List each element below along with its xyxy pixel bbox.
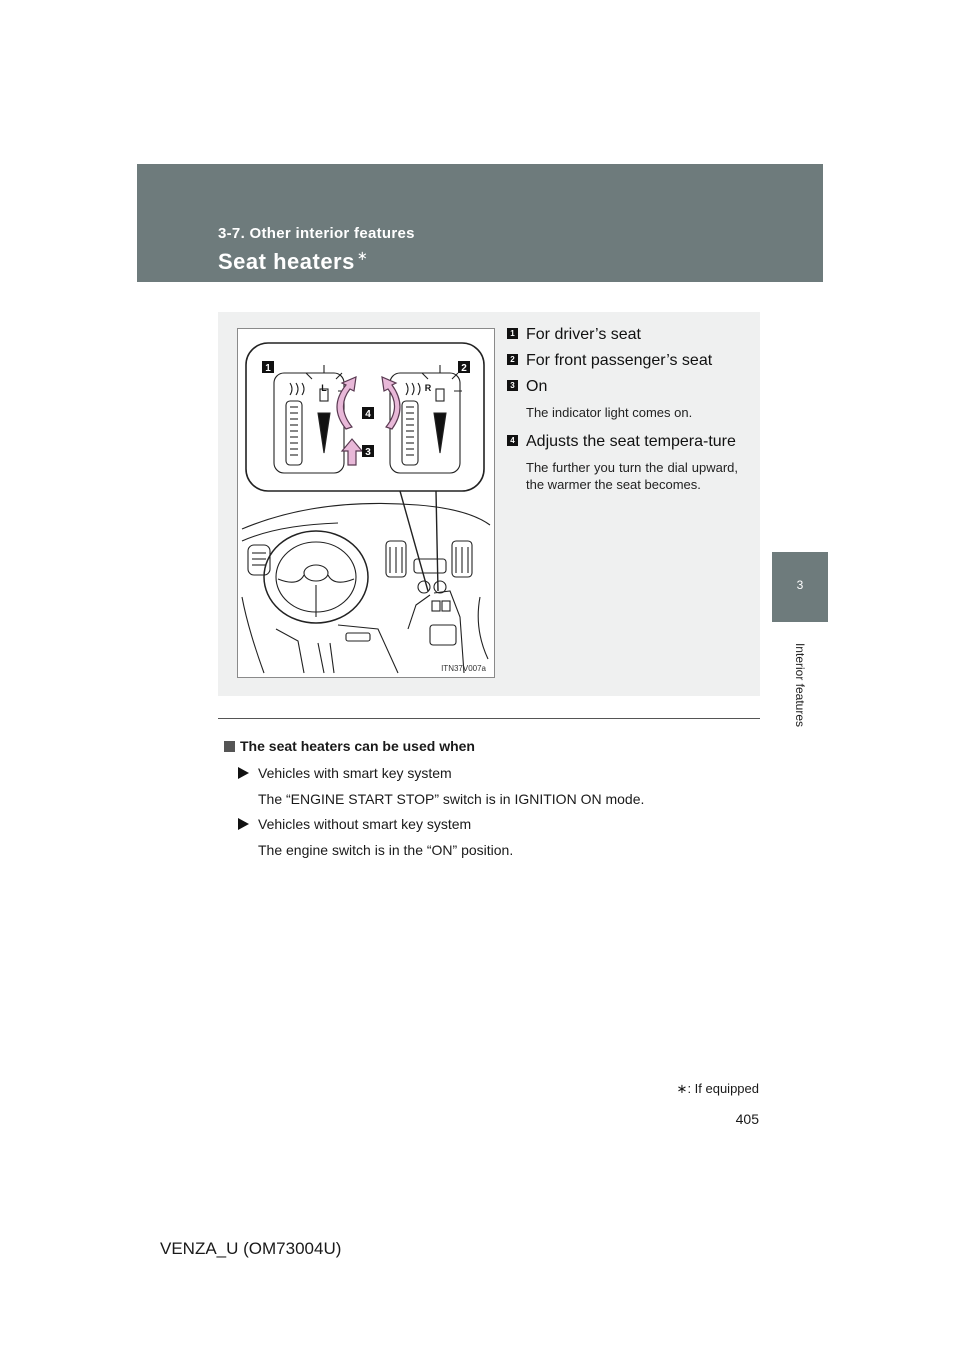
marker-2: 2	[461, 363, 467, 374]
footnote	[677, 1081, 759, 1097]
note-item-text: The “ENGINE START STOP” switch is in IGNITION ON mode.	[258, 791, 645, 807]
note-item-2	[258, 816, 471, 832]
title-mark: ∗	[356, 248, 369, 263]
seat-heater-illustration	[237, 328, 495, 678]
callout-description: The indicator light comes on.	[526, 405, 693, 420]
note-item-label: Vehicles with smart key system	[258, 765, 452, 781]
callout-title: For driver’s seat	[526, 326, 641, 343]
callout-number: 3	[507, 380, 518, 391]
document-code: VENZA_U (OM73004U)	[160, 1239, 342, 1258]
chapter-label: Interior features	[793, 642, 807, 728]
callout-title: Adjusts the seat tempera-ture	[526, 433, 736, 450]
note-item-1	[258, 765, 452, 781]
chapter-tab	[772, 552, 828, 622]
section-label: 3-7. Other interior features	[218, 225, 415, 242]
page-title	[218, 248, 368, 275]
callout-number: 4	[507, 435, 518, 446]
switch-letter-r: R	[424, 383, 432, 393]
chapter-number: 3	[796, 578, 804, 592]
square-bullet-icon	[224, 741, 235, 752]
section-divider	[218, 718, 760, 719]
callout-list	[507, 324, 739, 493]
callout-3	[507, 376, 739, 421]
callout-number: 2	[507, 354, 518, 365]
switch-letter-l: L	[321, 383, 327, 393]
note-heading	[224, 738, 475, 754]
triangle-bullet-icon	[238, 767, 249, 779]
footnote-mark: ∗	[676, 1081, 688, 1096]
callout-description: The further you turn the dial upward, the warmer the seat becomes.	[526, 460, 738, 492]
triangle-bullet-icon	[238, 818, 249, 830]
illustration-code: ITN37V007a	[441, 664, 486, 673]
footnote-text: : If equipped	[687, 1081, 759, 1096]
callout-4	[507, 431, 739, 493]
callout-2	[507, 350, 739, 371]
marker-3: 3	[365, 447, 371, 458]
callout-title: On	[526, 378, 548, 395]
callout-number: 1	[507, 328, 518, 339]
marker-4: 4	[365, 409, 371, 420]
marker-1: 1	[265, 363, 271, 374]
page-title-text: Seat heaters	[218, 249, 355, 274]
dashboard-drawing	[238, 329, 494, 677]
callout-1	[507, 324, 739, 345]
note-heading-text: The seat heaters can be used when	[240, 738, 475, 754]
note-item-label: Vehicles without smart key system	[258, 816, 472, 832]
callout-title: For front passenger’s seat	[526, 352, 713, 369]
note-item-text: The engine switch is in the “ON” position.	[258, 842, 514, 858]
page-number: 405	[735, 1111, 759, 1127]
